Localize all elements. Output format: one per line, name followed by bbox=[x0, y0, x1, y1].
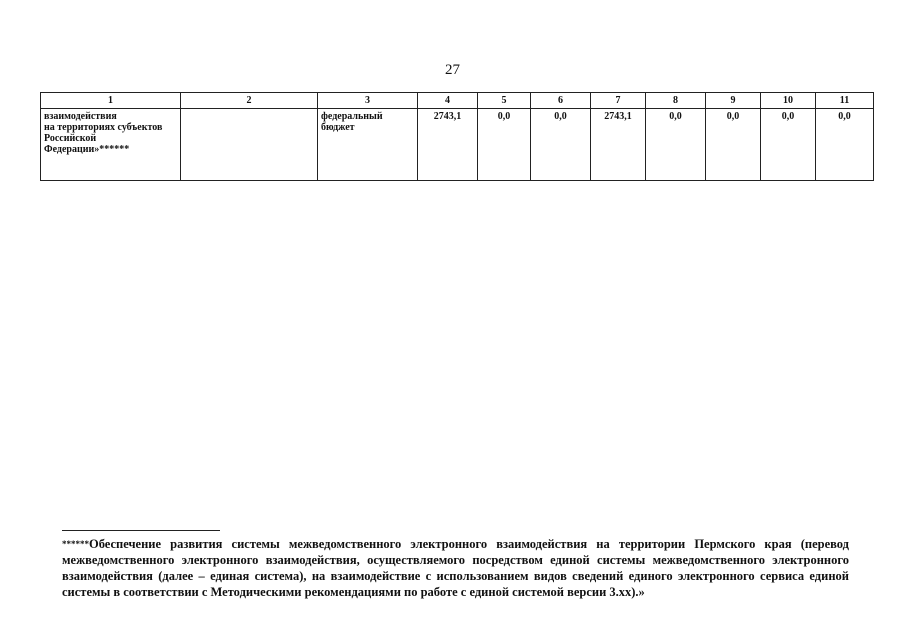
column-header-5: 5 bbox=[478, 93, 531, 109]
table-header-row bbox=[41, 93, 874, 109]
cell-col10: 0,0 bbox=[761, 109, 816, 181]
page-number: 27 bbox=[445, 62, 460, 78]
footnote-marker: ****** bbox=[62, 539, 89, 549]
funding-line-2: бюджет bbox=[321, 122, 355, 133]
cell-activity-name bbox=[41, 109, 181, 181]
funding-line-1: федеральный bbox=[321, 111, 383, 122]
table-row bbox=[41, 109, 874, 181]
cell-col5: 0,0 bbox=[478, 109, 531, 181]
cell-col8: 0,0 bbox=[646, 109, 706, 181]
column-header-11: 11 bbox=[816, 93, 874, 109]
cell-col6: 0,0 bbox=[531, 109, 591, 181]
cell-col2 bbox=[181, 109, 318, 181]
cell-funding-source bbox=[318, 109, 418, 181]
activity-line-2: на территориях субъектов bbox=[44, 122, 163, 133]
cell-col11: 0,0 bbox=[816, 109, 874, 181]
cell-col7: 2743,1 bbox=[591, 109, 646, 181]
activity-line-3: Российской bbox=[44, 133, 97, 144]
column-header-3: 3 bbox=[318, 93, 418, 109]
column-header-7: 7 bbox=[591, 93, 646, 109]
footnote bbox=[62, 536, 849, 600]
cell-col4: 2743,1 bbox=[418, 109, 478, 181]
footnote-separator bbox=[62, 530, 220, 531]
activity-line-4: Федерации»****** bbox=[44, 144, 130, 155]
cell-col9: 0,0 bbox=[706, 109, 761, 181]
activity-line-1: взаимодействия bbox=[44, 111, 117, 122]
footnote-text: Обеспечение развития системы межведомственного электронного взаимодействия на территории Пермского края (перевод межведомственного электронного взаимодействия, осуществляемого посредством единой системы межведомственного электронного взаимодействия (далее – единая система), на взаимодействие с использованием видов сведений единого электронного сервиса единой системы в соответствии с Методическими рекомендациями по работе с единой системой версии 3.хх).» bbox=[62, 537, 849, 599]
column-header-6: 6 bbox=[531, 93, 591, 109]
column-header-10: 10 bbox=[761, 93, 816, 109]
column-header-9: 9 bbox=[706, 93, 761, 109]
column-header-1: 1 bbox=[41, 93, 181, 109]
column-header-4: 4 bbox=[418, 93, 478, 109]
column-header-8: 8 bbox=[646, 93, 706, 109]
column-header-2: 2 bbox=[181, 93, 318, 109]
budget-table bbox=[40, 92, 874, 181]
